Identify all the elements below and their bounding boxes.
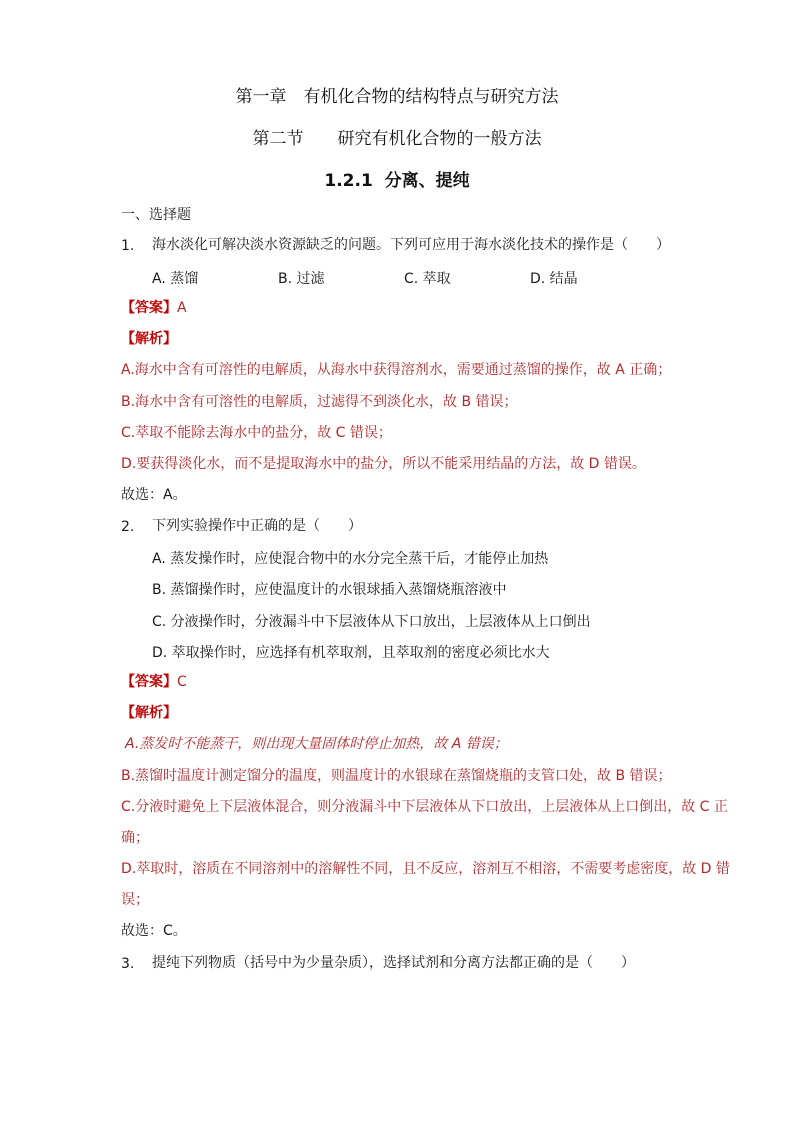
q1-answer-label: 【答案】	[121, 300, 177, 316]
q1-answer	[121, 299, 187, 317]
q2-option-a: A. 蒸发操作时，应使混合物中的水分完全蒸干后，才能停止加热	[152, 551, 549, 567]
q2-analysis-line: 确；	[121, 830, 149, 846]
part-heading: 一、选择题	[121, 207, 191, 223]
q1-answer-value: A	[177, 300, 187, 316]
q1-stem: 海水淡化可解决淡水资源缺乏的问题。下列可应用于海水淡化技术的操作是（ ）	[152, 237, 670, 253]
q2-option-b: B. 蒸馏操作时，应使温度计的水银球插入蒸馏烧瓶溶液中	[152, 582, 507, 598]
q1-analysis-line: B.海水中含有可溶性的电解质，过滤得不到淡化水，故 B 错误；	[121, 394, 518, 410]
q2-analysis-line: C.分液时避免上下层液体混合，则分液漏斗中下层液体从下口放出，上层液体从上口倒出，故 C 正	[121, 799, 728, 815]
q1-option-a: A. 蒸馏	[152, 271, 199, 287]
q2-option-d: D. 萃取操作时，应选择有机萃取剂，且萃取剂的密度必须比水大	[152, 645, 550, 661]
q1-conclusion: 故选：A。	[121, 487, 187, 503]
q3-stem: 提纯下列物质（括号中为少量杂质），选择试剂和分离方法都正确的是（ ）	[152, 955, 635, 971]
q1-analysis-line: C.萃取不能除去海水中的盐分，故 C 错误；	[121, 425, 392, 441]
q2-analysis-label: 【解析】	[121, 705, 177, 721]
q2-analysis-line: 误；	[121, 892, 149, 908]
q1-analysis-line: A.海水中含有可溶性的电解质，从海水中获得溶剂水，需要通过蒸馏的操作，故 A 正确；	[121, 362, 672, 378]
q2-analysis-line: D.萃取时，溶质在不同溶剂中的溶解性不同，且不反应，溶剂互不相溶，不需要考虑密度，故 D 错	[121, 861, 730, 877]
q1-analysis-label: 【解析】	[121, 331, 177, 347]
q1-option-b: B. 过滤	[278, 271, 325, 287]
chapter-title: 第一章 有机化合物的结构特点与研究方法	[235, 87, 559, 107]
q1-number: 1.	[121, 238, 135, 254]
q1-option-d: D. 结晶	[530, 271, 578, 287]
q2-answer	[121, 673, 187, 691]
q2-conclusion: 故选：C。	[121, 923, 187, 939]
q2-analysis-line: B.蒸馏时温度计测定馏分的温度，则温度计的水银球在蒸馏烧瓶的支管口处，故 B 错误；	[121, 768, 672, 784]
q2-option-c: C. 分液操作时，分液漏斗中下层液体从下口放出，上层液体从上口倒出	[152, 614, 591, 630]
q3-number: 3.	[121, 956, 135, 972]
q1-analysis-line: D.要获得淡化水，而不是提取海水中的盐分，所以不能采用结晶的方法，故 D 错误。	[121, 456, 646, 472]
q2-answer-label: 【答案】	[121, 674, 177, 690]
q2-answer-value: C	[177, 674, 187, 690]
q2-stem: 下列实验操作中正确的是（ ）	[152, 518, 362, 534]
q1-option-c: C. 萃取	[404, 271, 451, 287]
q2-number: 2.	[121, 519, 135, 535]
section-title: 第二节 研究有机化合物的一般方法	[252, 129, 542, 149]
subsection-title: 1.2.1 分离、提纯	[324, 171, 470, 191]
q2-analysis-line: A.蒸发时不能蒸干，则出现大量固体时停止加热，故 A 错误；	[125, 736, 508, 752]
